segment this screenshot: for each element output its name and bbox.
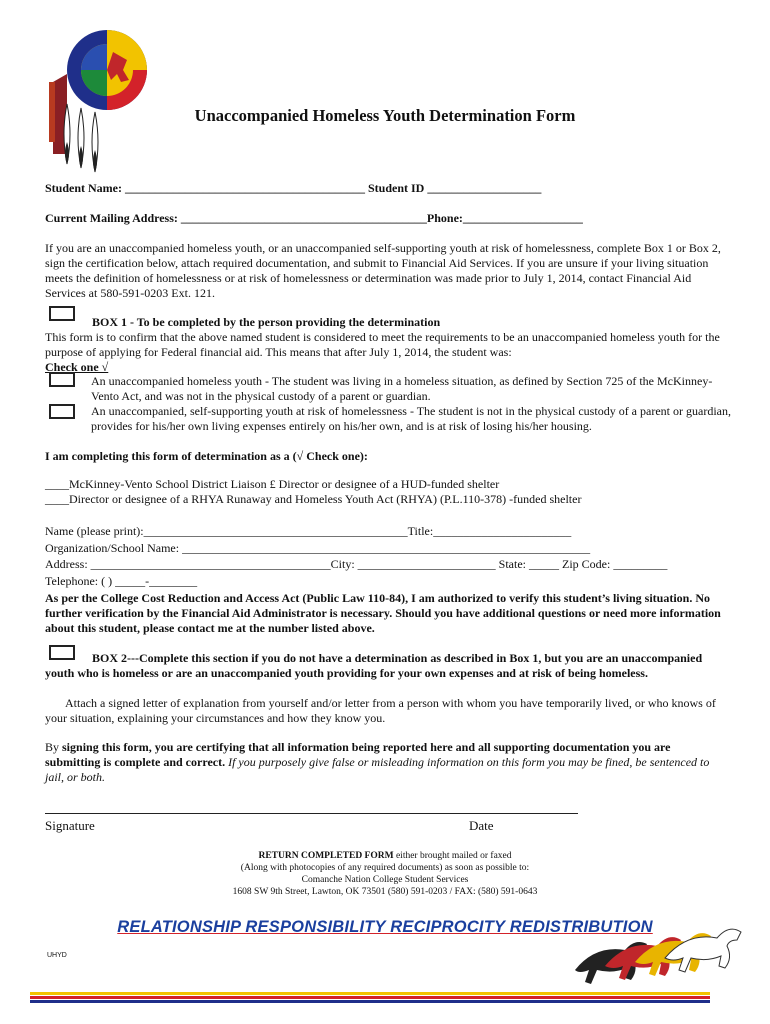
footer-stripe-yellow (30, 992, 710, 995)
return-line-4: 1608 SW 9th Street, Lawton, OK 73501 (580) 591-0203 / FAX: (580) 591-0643 (232, 887, 538, 897)
college-seal-icon (45, 22, 157, 182)
signature-label: Signature (45, 818, 95, 833)
option2-text: An unaccompanied, self-supporting youth at risk of homelessness - The student is not in the physical custody of a parent or guardian, provides for his/her own living expenses entirely on his/her own, and is at risk of losing his/her housing. (91, 404, 731, 433)
role-option-rhya[interactable]: ____Director or designee of a RHYA Runaway and Homeless Youth Act (RHYA) (P.L.110-378) -funded shelter (45, 492, 582, 506)
check-one-label: Check one √ (45, 360, 109, 374)
box2-text: Attach a signed letter of explanation from yourself and/or letter from a person with whom you have temporarily lived, or who knows of your situation, explaining your circumstances and how they know you. (45, 696, 716, 725)
name-title-field[interactable]: Name (please print):____________________________________________Title:_______________________ (45, 524, 572, 538)
determiner-heading: I am completing this form of determination as a (√ Check one): (45, 449, 368, 463)
certification-bold: signing this form, you are certifying that all information being reported here and all supporting documentation you are submitting is complete and correct. (45, 740, 671, 769)
return-line-1 (0, 850, 770, 862)
certification-paragraph (45, 740, 725, 785)
organization-field[interactable]: Organization/School Name: ____________________________________________________________________ (45, 541, 591, 555)
college-logo (45, 22, 157, 182)
box1-heading: BOX 1 - To be completed by the person providing the determination (92, 315, 441, 329)
return-info (0, 850, 770, 898)
mailing-address-field[interactable]: Current Mailing Address: _________________________________________Phone:____________________ (45, 211, 583, 225)
signature-line[interactable] (45, 813, 578, 814)
authorization-paragraph: As per the College Cost Reduction and Access Act (Public Law 110-84), I am authorized to verify this student’s living situation. No further verification by the Financial Aid Administrator is necessary. Should you have additional questions or need more information about this student, please contact me at the number listed above. (45, 591, 721, 635)
box2-heading: BOX 2---Complete this section if you do not have a determination as described in Box 1, but you are an unaccompanied youth who is homeless or are an unaccompanied youth providing for your own expenses and at risk of being homeless. (45, 651, 703, 680)
role-option-liaison[interactable]: ____McKinney-Vento School District Liaison £ Director or designee of a HUD-funded shelter (45, 477, 500, 491)
college-motto: RELATIONSHIP RESPONSIBILITY RECIPROCITY REDISTRIBUTION (117, 918, 653, 936)
intro-paragraph: If you are an unaccompanied homeless youth, or an unaccompanied self-supporting youth at risk of homelessness, complete Box 1 or Box 2, sign the certification below, attach required documentation, and submit to Financial Aid Services. If you are unsure if your living situation meets the definition of homelessness or at risk of homelessness or determination was made prior to July 1, 2014, contact Financial Aid Services at 580-591-0203 Ext. 121. (45, 241, 721, 300)
option2-checkbox[interactable] (49, 404, 75, 419)
option1-text: An unaccompanied homeless youth - The student was living in a homeless situation, as defined by Section 725 of the McKinney-Vento Act, and was not in the physical custody of a parent or guardian. (91, 374, 713, 403)
return-bold: RETURN COMPLETED FORM (258, 851, 394, 861)
certification-by: By (45, 740, 60, 754)
return-line-2: (Along with photocopies of any required documents) as soon as possible to: (240, 863, 530, 873)
box1-checkbox[interactable] (49, 306, 75, 321)
footer-stripe-blue (30, 1000, 710, 1003)
box1-text: This form is to confirm that the above named student is considered to meet the requirements to be an unaccompanied homeless youth for the purpose of applying for Federal financial aid. This means that after July 1, 2014, the student was: (45, 330, 720, 359)
form-code: UHYD (47, 952, 67, 959)
option1-checkbox[interactable] (49, 372, 75, 387)
return-rest: either brought mailed or faxed (393, 851, 512, 861)
footer-stripe-red (30, 996, 710, 999)
address-field[interactable]: Address: ________________________________________City: _______________________ State: _____ Zip Code: _________ (45, 557, 668, 571)
page-title: Unaccompanied Homeless Youth Determination Form (194, 106, 576, 125)
running-horses-icon (565, 920, 755, 1000)
date-label: Date (469, 818, 494, 833)
return-line-3: Comanche Nation College Student Services (301, 875, 469, 885)
student-name-field[interactable]: Student Name: ________________________________________ Student ID ___________________ (45, 181, 542, 195)
telephone-field[interactable]: Telephone: ( ) _____-________ (45, 574, 198, 588)
certification-warning: If you purposely give false or misleading information on this form you may be fined, be sentenced to jail, or both. (45, 755, 710, 784)
horses-graphic (565, 920, 755, 1000)
